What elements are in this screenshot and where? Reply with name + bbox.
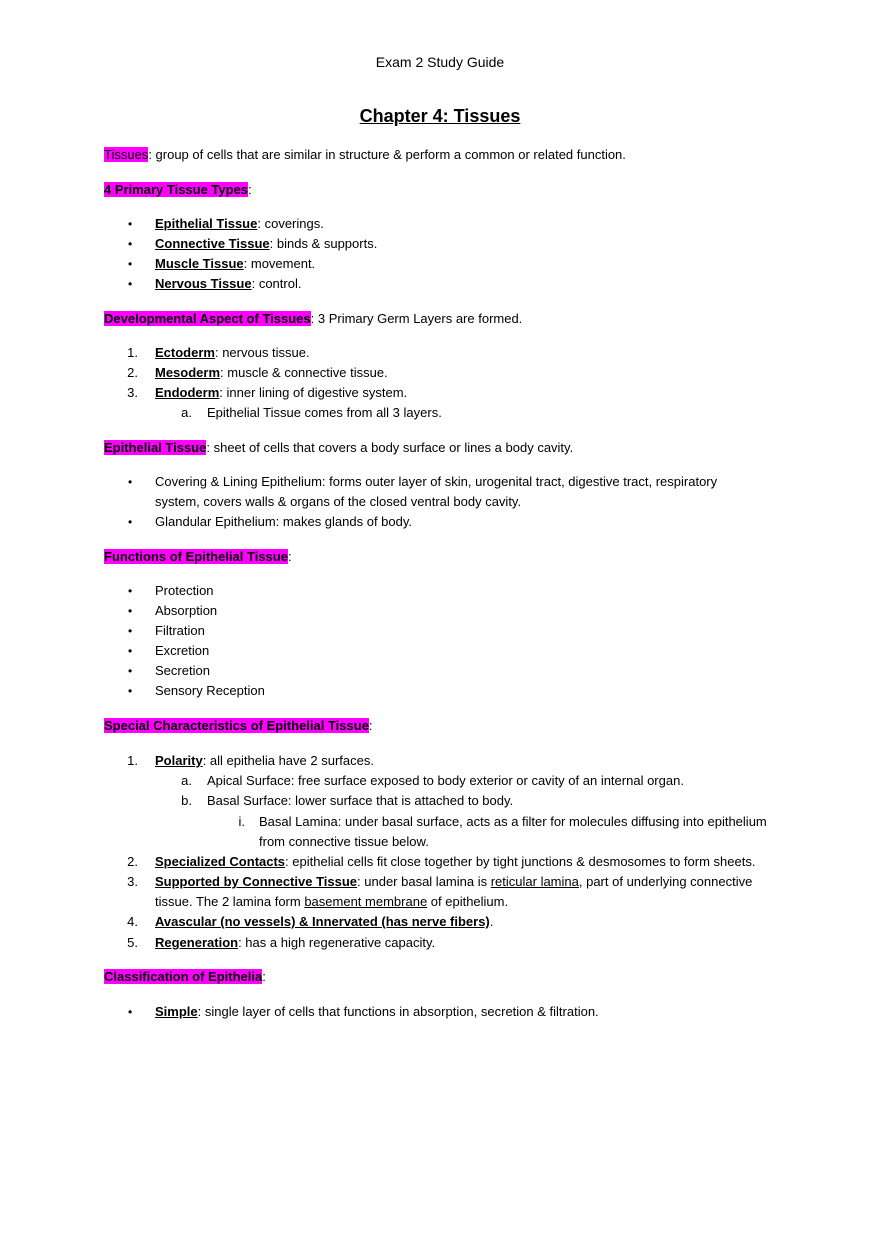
- sub-list-item: Basal Surface: lower surface that is attached to body.: [207, 793, 514, 808]
- list-item: Sensory Reception: [155, 683, 265, 698]
- bullet-icon: •: [128, 644, 133, 658]
- page-title: [0, 106, 880, 127]
- list-item-continuation: system, covers walls & organs of the closed ventral body cavity.: [155, 494, 522, 509]
- list-item: Covering & Lining Epithelium: forms outer layer of skin, urogenital tract, digestive tract, respiratory: [155, 474, 718, 489]
- list-number: 4.: [127, 914, 138, 929]
- section-heading-developmental: Developmental Aspect of Tissues: 3 Primary Germ Layers are formed.: [104, 311, 523, 326]
- list-number: 1.: [127, 345, 138, 360]
- tissues-definition: Tissues: group of cells that are similar in structure & perform a common or related function.: [104, 147, 626, 162]
- list-item: Glandular Epithelium: makes glands of body.: [155, 514, 413, 529]
- list-item: Supported by Connective Tissue: under basal lamina is reticular lamina, part of underlying connective: [155, 874, 753, 889]
- list-item: Mesoderm: muscle & connective tissue.: [155, 365, 388, 380]
- list-item: Filtration: [155, 623, 205, 638]
- bullet-icon: •: [128, 257, 133, 271]
- section-heading-classification: Classification of Epithelia:: [104, 969, 266, 984]
- list-item: Polarity: all epithelia have 2 surfaces.: [155, 753, 374, 768]
- tissues-term: Tissues: [104, 147, 149, 162]
- bullet-icon: •: [128, 664, 133, 678]
- section-heading-epithelial: Epithelial Tissue: sheet of cells that covers a body surface or lines a body cavity.: [104, 440, 574, 455]
- bullet-icon: •: [128, 684, 133, 698]
- section-heading-special: Special Characteristics of Epithelial Tissue:: [104, 718, 373, 733]
- list-number: 3.: [127, 385, 138, 400]
- title-text: Chapter 4: Tissues: [359, 106, 521, 126]
- bullet-icon: •: [128, 475, 133, 489]
- section-heading-functions: Functions of Epithelial Tissue:: [104, 549, 292, 564]
- bullet-icon: •: [128, 1005, 133, 1019]
- list-letter: a.: [181, 405, 192, 420]
- list-item: Nervous Tissue: control.: [155, 276, 302, 291]
- list-item: Endoderm: inner lining of digestive system.: [155, 385, 408, 400]
- list-item: Absorption: [155, 603, 218, 618]
- list-item: Epithelial Tissue: coverings.: [155, 216, 324, 231]
- bullet-icon: •: [128, 277, 133, 291]
- bullet-icon: •: [128, 237, 133, 251]
- list-item: Excretion: [155, 643, 210, 658]
- list-number: 5.: [127, 935, 138, 950]
- bullet-icon: •: [128, 515, 133, 529]
- bullet-icon: •: [128, 604, 133, 618]
- list-number: 3.: [127, 874, 138, 889]
- list-letter: b.: [181, 793, 192, 808]
- sub-list-item: Apical Surface: free surface exposed to body exterior or cavity of an internal organ.: [207, 773, 684, 788]
- sub-sub-list-item: Basal Lamina: under basal surface, acts as a filter for molecules diffusing into epithelium: [259, 814, 767, 829]
- bullet-icon: •: [128, 584, 133, 598]
- section-heading-primary-types: 4 Primary Tissue Types:: [104, 182, 252, 197]
- list-item: Specialized Contacts: epithelial cells fit close together by tight junctions & desmosomes to form sheets.: [155, 854, 756, 869]
- list-item: Regeneration: has a high regenerative capacity.: [155, 935, 436, 950]
- bullet-icon: •: [128, 217, 133, 231]
- list-number: 2.: [127, 365, 138, 380]
- list-item-continuation: tissue. The 2 lamina form basement membrane of epithelium.: [155, 894, 509, 909]
- list-item: Avascular (no vessels) & Innervated (has nerve fibers).: [155, 914, 494, 929]
- list-letter: a.: [181, 773, 192, 788]
- list-item: Connective Tissue: binds & supports.: [155, 236, 378, 251]
- list-item: Simple: single layer of cells that functions in absorption, secretion & filtration.: [155, 1004, 599, 1019]
- bullet-icon: •: [128, 624, 133, 638]
- list-item: Ectoderm: nervous tissue.: [155, 345, 310, 360]
- sub-list-item: Epithelial Tissue comes from all 3 layers.: [207, 405, 442, 420]
- list-item: Protection: [155, 583, 214, 598]
- sub-sub-list-item-continuation: from connective tissue below.: [259, 834, 429, 849]
- list-roman: i.: [238, 814, 245, 829]
- list-number: 2.: [127, 854, 138, 869]
- list-item: Secretion: [155, 663, 210, 678]
- list-number: 1.: [127, 753, 138, 768]
- page-header: Exam 2 Study Guide: [375, 54, 505, 70]
- list-item: Muscle Tissue: movement.: [155, 256, 316, 271]
